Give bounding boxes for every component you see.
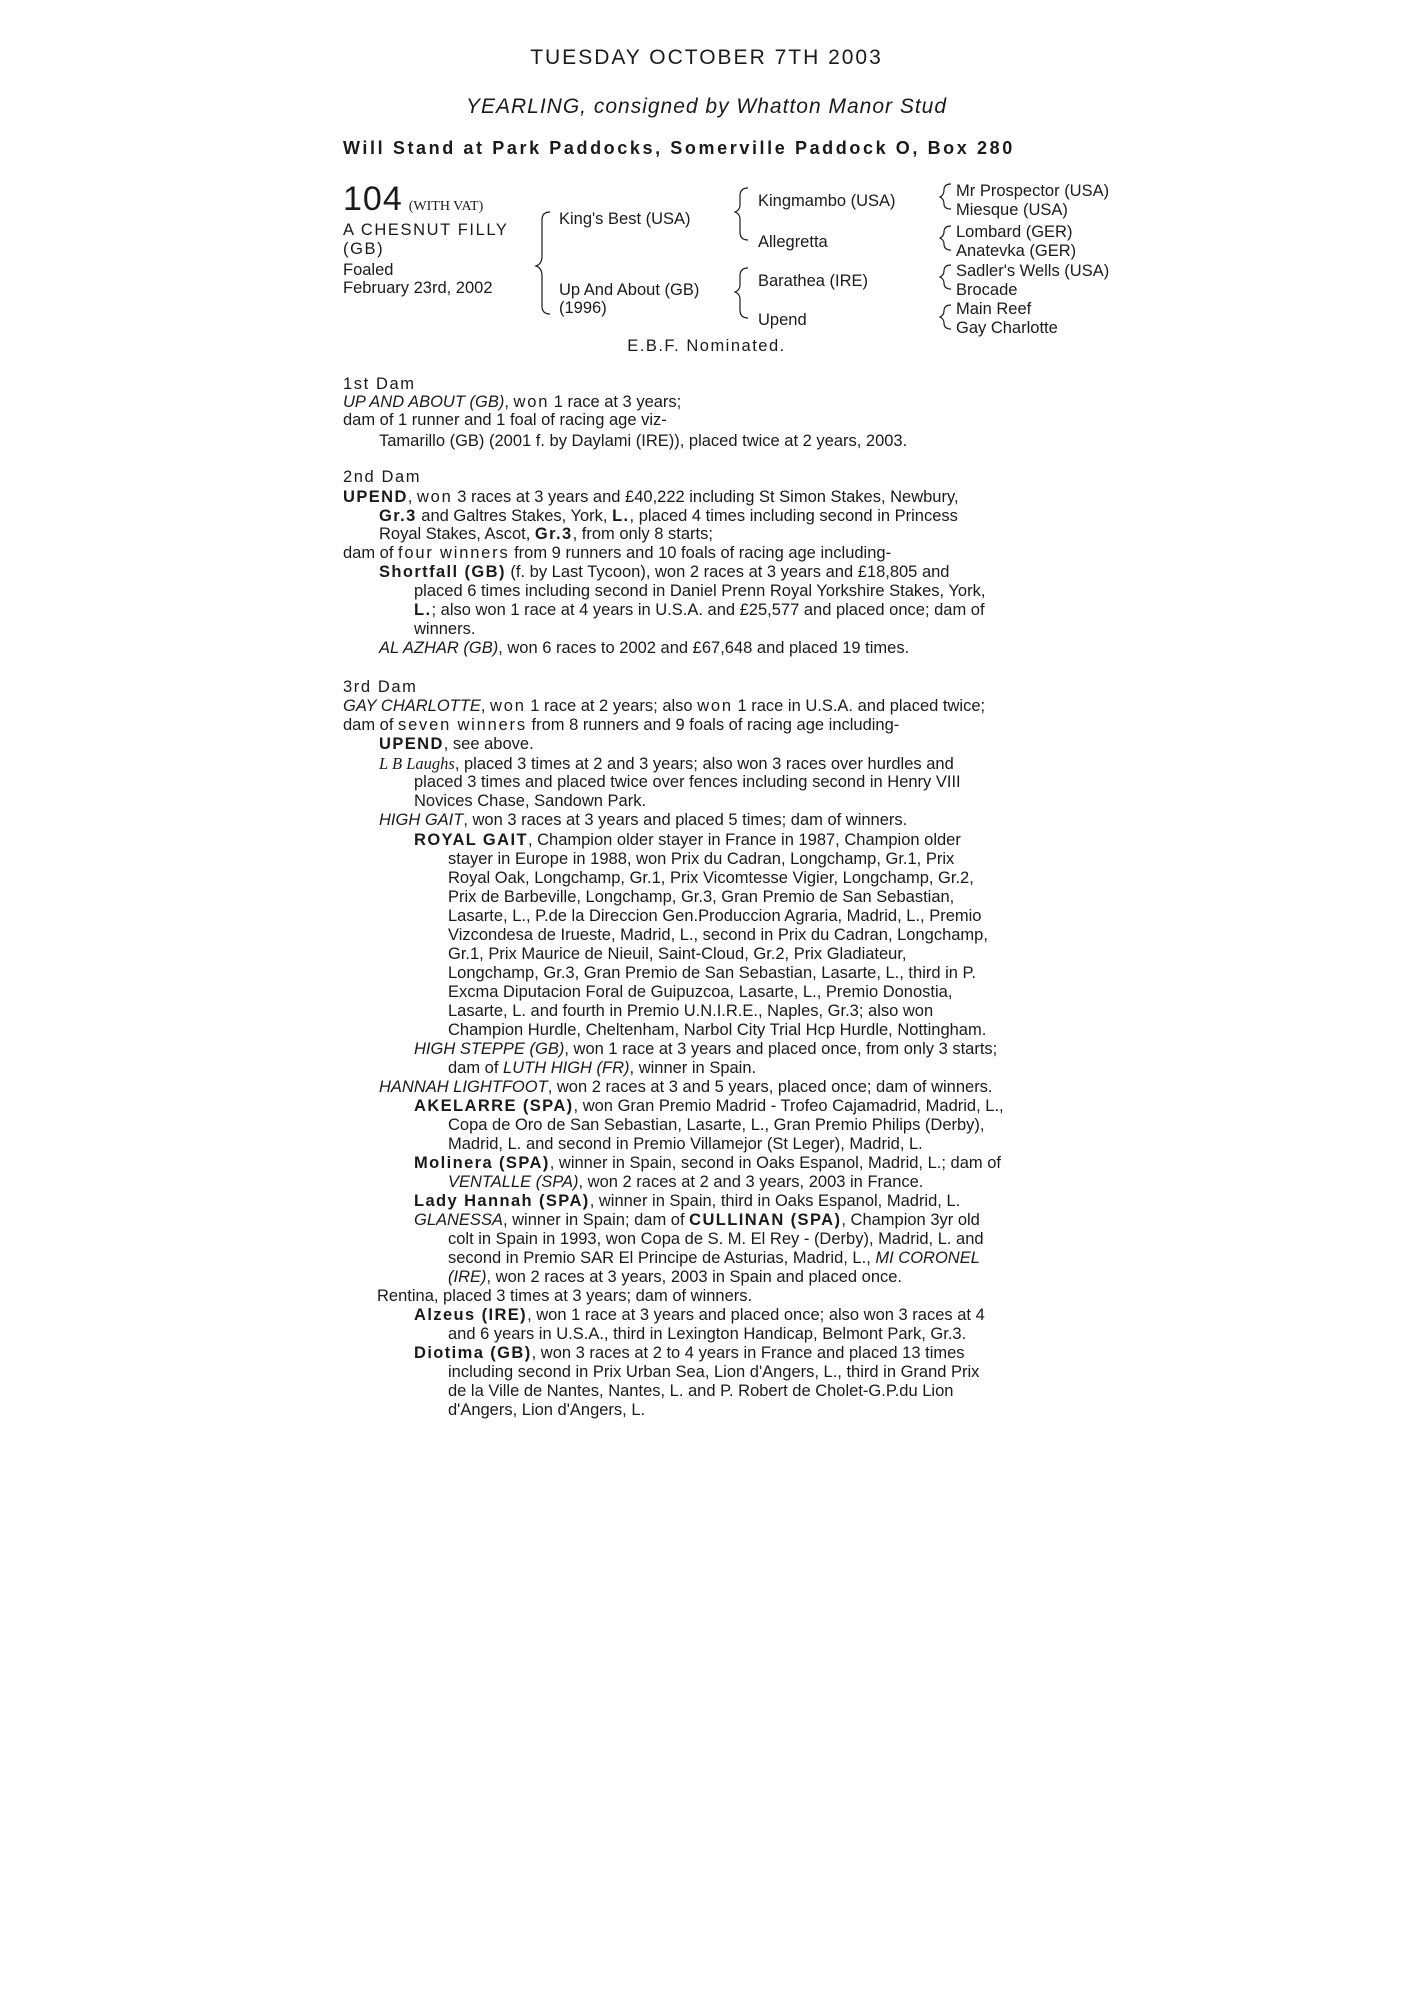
text: , Champion 3yr old: [841, 1211, 980, 1229]
dam-line1: Up And About (GB): [559, 281, 700, 299]
text: ,: [480, 697, 491, 715]
text: , won 3 races at 2 to 4 years in France and placed 13 times: [531, 1344, 965, 1362]
text-line: [379, 639, 909, 658]
text: dam of: [343, 544, 399, 562]
dam-sire: Barathea (IRE): [758, 272, 869, 290]
text-line: d'Angers, Lion d'Angers, L.: [448, 1401, 646, 1419]
horse-description-line2: (GB): [343, 240, 385, 258]
text: L.: [414, 601, 432, 619]
horse-description-line1: A CHESNUT FILLY: [343, 221, 509, 239]
text: Royal Stakes, Ascot,: [379, 525, 535, 543]
text: (IRE): [448, 1268, 487, 1286]
text: ; also won 1 race at 4 years in U.S.A. and £25,577 and placed once; dam of: [431, 601, 985, 619]
lot-number-value: 104: [343, 180, 403, 218]
text-line: Novices Chase, Sandown Park.: [414, 792, 647, 810]
ebf-nominated: E.B.F. Nominated.: [627, 337, 786, 355]
text-line: stayer in Europe in 1988, won Prix du Cadran, Longchamp, Gr.1, Prix: [448, 850, 955, 868]
text: (f. by Last Tycoon), won 2 races at 3 years and £18,805 and: [505, 563, 950, 581]
text-line: [448, 1059, 756, 1078]
text: ,: [407, 488, 417, 506]
text: , winner in Spain, second in Oaks Espanol, Madrid, L.; dam of: [549, 1154, 1001, 1172]
sire-dam: Allegretta: [758, 233, 828, 251]
consignor-line: YEARLING, consigned by Whatton Manor Stud: [465, 95, 948, 118]
text: won: [697, 697, 733, 715]
text: , Champion older stayer in France in 1987, Champion older: [527, 831, 961, 849]
sire-sire: Kingmambo (USA): [758, 192, 896, 210]
text-line: Lasarte, L., P.de la Direccion Gen.Produccion Agraria, Madrid, L., Premio: [448, 907, 982, 925]
text: , won 2 races at 3 and 5 years, placed once; dam of winners.: [547, 1078, 993, 1096]
text-line: [414, 1306, 985, 1325]
text-line: [414, 831, 961, 850]
dam-line2: (1996): [559, 299, 607, 317]
text: ROYAL GAIT: [414, 831, 528, 849]
first-dam-name: UP AND ABOUT (GB): [343, 393, 505, 411]
text-line: [343, 716, 899, 735]
text: , winner in Spain, third in Oaks Espanol, Madrid, L.: [589, 1192, 961, 1210]
text-line: [414, 1154, 1001, 1173]
dam-sire-sire: Sadler's Wells (USA): [956, 262, 1110, 280]
second-dam-heading: 2nd Dam: [343, 468, 422, 486]
text-line: Lasarte, L. and fourth in Premio U.N.I.R.E., Naples, Gr.3; also won: [448, 1002, 934, 1020]
text: , see above.: [443, 735, 534, 753]
text: 1 race at 2 years; also: [525, 697, 698, 715]
text: from 8 runners and 9 foals of racing age including-: [526, 716, 900, 734]
text-line: Champion Hurdle, Cheltenham, Narbol City Trial Hcp Hurdle, Nottingham.: [448, 1021, 987, 1039]
text: , winner in Spain; dam of: [502, 1211, 690, 1229]
text-line: including second in Prix Urban Sea, Lion d'Angers, L., third in Grand Prix: [448, 1363, 980, 1381]
text-line: placed 6 times including second in Daniel Prenn Royal Yorkshire Stakes, York,: [414, 582, 986, 600]
text: LUTH HIGH (FR): [503, 1059, 630, 1077]
first-dam-produce: dam of 1 runner and 1 foal of racing age viz-: [343, 411, 667, 429]
text: 3 races at 3 years and £40,222 including St Simon Stakes, Newbury,: [452, 488, 959, 506]
text-line: [379, 1078, 993, 1097]
text: Lady Hannah (SPA): [414, 1192, 590, 1210]
text-line: Vizcondesa de Irueste, Madrid, L., second in Prix du Cadran, Longchamp,: [448, 926, 988, 944]
first-dam-heading: 1st Dam: [343, 375, 416, 393]
first-dam-foal: Tamarillo (GB) (2001 f. by Daylami (IRE)), placed twice at 2 years, 2003.: [379, 432, 908, 450]
text: seven winners: [398, 716, 527, 734]
text: , won Gran Premio Madrid - Trofeo Cajamadrid, Madrid, L.,: [573, 1097, 1004, 1115]
sire-dam-sire: Lombard (GER): [956, 223, 1073, 241]
text: second in Premio SAR El Principe de Asturias, Madrid, L.,: [448, 1249, 876, 1267]
text: Gr.3: [534, 525, 573, 543]
dam-dam-sire: Main Reef: [956, 300, 1032, 318]
text: HANNAH LIGHTFOOT: [379, 1078, 548, 1096]
third-dam-heading: 3rd Dam: [343, 678, 418, 696]
text-line: [414, 1344, 965, 1363]
dam-dam: Upend: [758, 311, 807, 329]
text-line: [379, 563, 949, 582]
text: L B Laughs: [379, 754, 455, 773]
text: CULLINAN (SPA): [689, 1211, 842, 1229]
dam-sire-dam: Brocade: [956, 281, 1018, 299]
text-line: Gr.1, Prix Maurice de Nieuil, Saint-Cloud, Gr.2, Prix Gladiateur,: [448, 945, 907, 963]
vat-note: (WITH VAT): [408, 199, 484, 214]
text: ,: [504, 393, 514, 411]
text: , won 3 races at 3 years and placed 5 times; dam of winners.: [463, 811, 908, 829]
text-line: [414, 601, 985, 620]
text: , from only 8 starts;: [572, 525, 713, 543]
text-line: Excma Diputacion Foral de Guipuzcoa, Lasarte, L., Premio Donostia,: [448, 983, 953, 1001]
text-line: [448, 1173, 923, 1192]
text: , won 6 races to 2002 and £67,648 and placed 19 times.: [498, 639, 910, 657]
text: , won 2 races at 3 years, 2003 in Spain and placed once.: [486, 1268, 903, 1286]
text-line: [414, 1192, 960, 1211]
text: won: [416, 488, 453, 506]
text: L.: [612, 507, 630, 525]
text: dam of: [343, 716, 399, 734]
text-line: [379, 507, 958, 526]
foaled-label: Foaled: [343, 261, 394, 279]
text: 1 race at 3 years;: [549, 393, 682, 411]
text-line: [379, 735, 534, 754]
text-line: [448, 1249, 980, 1268]
text-line: [448, 1268, 902, 1287]
text-line: [414, 1097, 1004, 1116]
text: Diotima (GB): [414, 1344, 532, 1362]
text: , placed 3 times at 2 and 3 years; also won 3 races over hurdles and: [454, 755, 954, 773]
text: VENTALLE (SPA): [448, 1173, 579, 1191]
text: , won 1 race at 3 years and placed once, from only 3 starts;: [564, 1040, 998, 1058]
text: four winners: [398, 544, 510, 562]
text-line: colt in Spain in 1993, won Copa de S. M. El Rey - (Derby), Madrid, L. and: [448, 1230, 984, 1248]
text: GLANESSA: [414, 1211, 503, 1229]
third-dam-name: GAY CHARLOTTE: [343, 697, 481, 715]
dam-dam-dam: Gay Charlotte: [956, 319, 1058, 337]
text: UPEND: [379, 735, 444, 753]
text: AL AZHAR (GB): [379, 639, 499, 657]
text: Molinera (SPA): [414, 1154, 550, 1172]
text-line: placed 3 times and placed twice over fences including second in Henry VIII: [414, 773, 961, 791]
text-line: [343, 544, 891, 563]
text: AKELARRE (SPA): [414, 1097, 574, 1115]
text: won: [490, 697, 526, 715]
text-line: Rentina, placed 3 times at 3 years; dam of winners.: [377, 1287, 753, 1305]
text: , placed 4 times including second in Princess: [629, 507, 958, 525]
text-line: Prix de Barbeville, Longchamp, Gr.3, Gran Premio de San Sebastian,: [448, 888, 955, 906]
text: , won 2 races at 2 and 3 years, 2003 in France.: [578, 1173, 924, 1191]
text: Gr.3: [379, 507, 417, 525]
text: from 9 runners and 10 foals of racing age including-: [509, 544, 892, 562]
text-line: winners.: [414, 620, 476, 638]
text-line: and 6 years in U.S.A., third in Lexington Handicap, Belmont Park, Gr.3.: [448, 1325, 967, 1343]
text-line: [379, 525, 713, 544]
sire-dam-dam: Anatevka (GER): [956, 242, 1077, 260]
sire-sire-sire: Mr Prospector (USA): [956, 182, 1110, 200]
text-line: [379, 811, 907, 830]
second-dam-name: UPEND: [343, 488, 408, 506]
text-line: Copa de Oro de San Sebastian, Lasarte, L., Gran Premio Philips (Derby),: [448, 1116, 985, 1134]
second-dam-line: [343, 488, 959, 507]
text-line: Longchamp, Gr.3, Gran Premio de San Sebastian, Lasarte, L., third in P.: [448, 964, 976, 982]
text: Alzeus (IRE): [414, 1306, 528, 1324]
sire-sire-dam: Miesque (USA): [956, 201, 1068, 219]
text: HIGH STEPPE (GB): [414, 1040, 565, 1058]
third-dam-line: [343, 697, 985, 716]
text: , winner in Spain.: [629, 1059, 757, 1077]
foaled-date: February 23rd, 2002: [343, 279, 493, 297]
stand-location: Will Stand at Park Paddocks, Somerville Paddock O, Box 280: [343, 138, 1015, 158]
text: 1 race in U.S.A. and placed twice;: [732, 697, 986, 715]
first-dam-line: [343, 393, 681, 412]
text: Shortfall (GB): [379, 563, 506, 581]
text-line: Madrid, L. and second in Premio Villamejor (St Leger), Madrid, L.: [448, 1135, 923, 1153]
text: won: [513, 393, 550, 411]
text: dam of: [448, 1059, 504, 1077]
sire: King's Best (USA): [559, 210, 691, 228]
text-line: Royal Oak, Longchamp, Gr.1, Prix Vicomtesse Vigier, Longchamp, Gr.2,: [448, 869, 974, 887]
text-line: [379, 754, 954, 774]
text: and Galtres Stakes, York,: [416, 507, 613, 525]
text: MI CORONEL: [875, 1249, 980, 1267]
text: HIGH GAIT: [379, 811, 464, 829]
text-line: de la Ville de Nantes, Nantes, L. and P. Robert de Cholet-G.P.du Lion: [448, 1382, 954, 1400]
text: , won 1 race at 3 years and placed once; also won 3 races at 4: [527, 1306, 985, 1324]
text-line: [414, 1211, 980, 1230]
text-line: [414, 1040, 997, 1059]
sale-date: TUESDAY OCTOBER 7TH 2003: [530, 46, 883, 69]
pedigree-brackets: [0, 0, 1413, 360]
